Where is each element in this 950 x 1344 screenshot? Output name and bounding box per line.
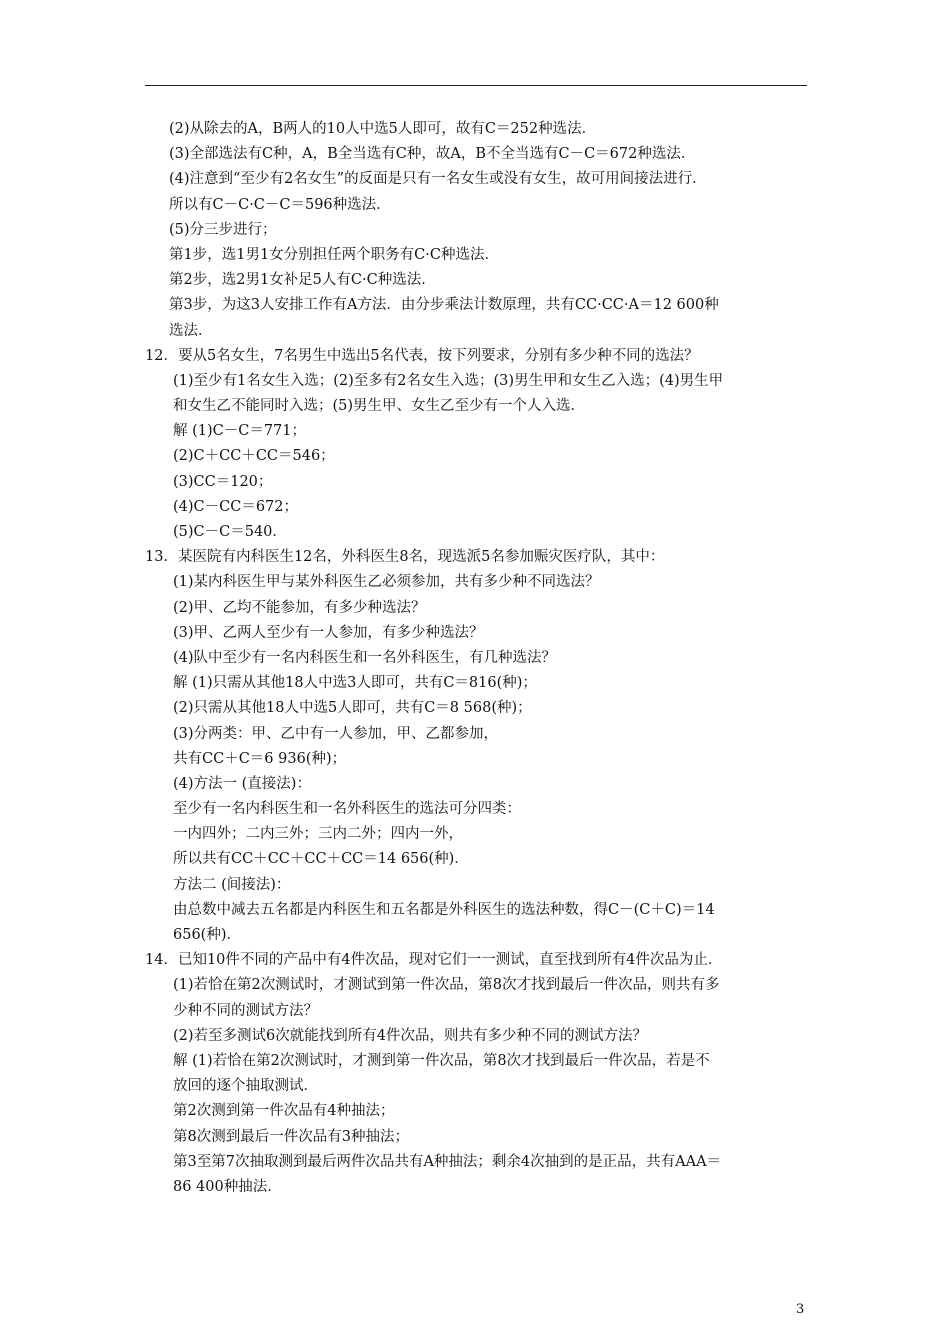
text-line: (2)只需从其他18人中选5人即可，共有C＝8 568(种)； [173, 700, 532, 717]
text-line: 和女生乙不能同时入选；(5)男生甲、女生乙至少有一个人入选． [173, 398, 586, 415]
text-line: 少种不同的测试方法？ [173, 1002, 318, 1019]
text-line: 第8次测到最后一件次品有3种抽法； [173, 1128, 409, 1145]
text-line: 第2步，选2男1女补足5人有C·C种选法． [169, 272, 436, 289]
text-line: 一内四外；二内三外；三内二外；四内一外， [173, 826, 463, 843]
text-line: 第3步，为这3人安排工作有A方法．由分步乘法计数原理，共有CC·CC·A＝12 600种 [169, 297, 719, 314]
text-line: (1)若恰在第2次测试时，才测试到第一件次品，第8次才找到最后一件次品，则共有多 [173, 977, 720, 994]
text-line: 解 (1)若恰在第2次测试时，才测到第一件次品，第8次才找到最后一件次品，若是不 [173, 1052, 710, 1069]
text-line: (1)至少有1名女生入选；(2)至多有2名女生入选；(3)男生甲和女生乙入选；(4)男生甲 [173, 372, 724, 389]
text-line: (2)从除去的A，B两人的10人中选5人即可，故有C＝252种选法． [169, 121, 597, 137]
text-line: 解 (1)C－C＝771； [173, 423, 307, 440]
text-line: 共有CC＋C＝6 936(种)； [173, 750, 347, 767]
text-line: 所以共有CC＋CC＋CC＋CC＝14 656(种)． [173, 851, 469, 868]
text-line: (3)分两类：甲、乙中有一人参加，甲、乙都参加， [173, 725, 499, 742]
text-line: 至少有一名内科医生和一名外科医生的选法可分四类： [173, 801, 521, 818]
page-number: 3 [796, 1302, 805, 1317]
text-line: (5)C－C＝540． [173, 524, 287, 540]
text-line: (4)队中至少有一名内科医生和一名外科医生，有几种选法？ [173, 649, 557, 666]
header-rule [145, 85, 807, 86]
text-line: (4)方法一 (直接法)： [173, 775, 311, 792]
text-line: 解 (1)只需从其他18人中选3人即可，共有C＝816(种)； [173, 675, 537, 692]
text-line: (4)注意到“至少有2名女生”的反面是只有一名女生或没有女生，故可用间接法进行． [169, 171, 707, 188]
text-line: (3)全部选法有C种，A，B全当选有C种，故A，B不全当选有C－C＝672种选法． [169, 146, 696, 163]
text-line: 选法． [169, 322, 213, 339]
text-line: 656(种)． [173, 927, 241, 943]
text-line: 13．某医院有内科医生12名，外科医生8名，现选派5名参加赈灾医疗队，其中： [145, 549, 665, 566]
text-line: (4)C－CC＝672； [173, 498, 298, 515]
text-line: 放回的逐个抽取测试． [173, 1078, 318, 1095]
text-line: 所以有C－C·C－C＝596种选法． [169, 196, 391, 213]
text-line: 12．要从5名女生，7名男生中选出5名代表，按下列要求，分别有多少种不同的选法？ [145, 347, 699, 364]
text-line: (2)C＋CC＋CC＝546； [173, 448, 335, 465]
text-line: 第1步，选1男1女分别担任两个职务有C·C种选法． [169, 246, 499, 263]
text-line: 方法二 (间接法)： [173, 876, 291, 893]
document-body [145, 117, 810, 1200]
text-line: (2)若至多测试6次就能找到所有4件次品，则共有多少种不同的测试方法？ [173, 1027, 647, 1044]
text-line: (3)CC＝120； [173, 473, 273, 490]
text-line: 第2次测到第一件次品有4种抽法； [173, 1103, 395, 1120]
text-line: 由总数中减去五名都是内科医生和五名都是外科医生的选法种数，得C－(C＋C)＝14 [173, 901, 715, 918]
text-line: (5)分三步进行； [169, 221, 277, 238]
text-line: (2)甲、乙均不能参加，有多少种选法？ [173, 599, 426, 616]
text-line: (1)某内科医生甲与某外科医生乙必须参加，共有多少种不同选法？ [173, 574, 600, 591]
text-line: 86 400种抽法． [173, 1178, 282, 1195]
text-line: 14．已知10件不同的产品中有4件次品，现对它们一一测试，直至找到所有4件次品为止． [145, 952, 723, 969]
text-line: (3)甲、乙两人至少有一人参加，有多少种选法？ [173, 624, 484, 641]
text-line: 第3至第7次抽取测到最后两件次品共有A种抽法；剩余4次抽到的是正品，共有AAA＝ [173, 1153, 722, 1170]
